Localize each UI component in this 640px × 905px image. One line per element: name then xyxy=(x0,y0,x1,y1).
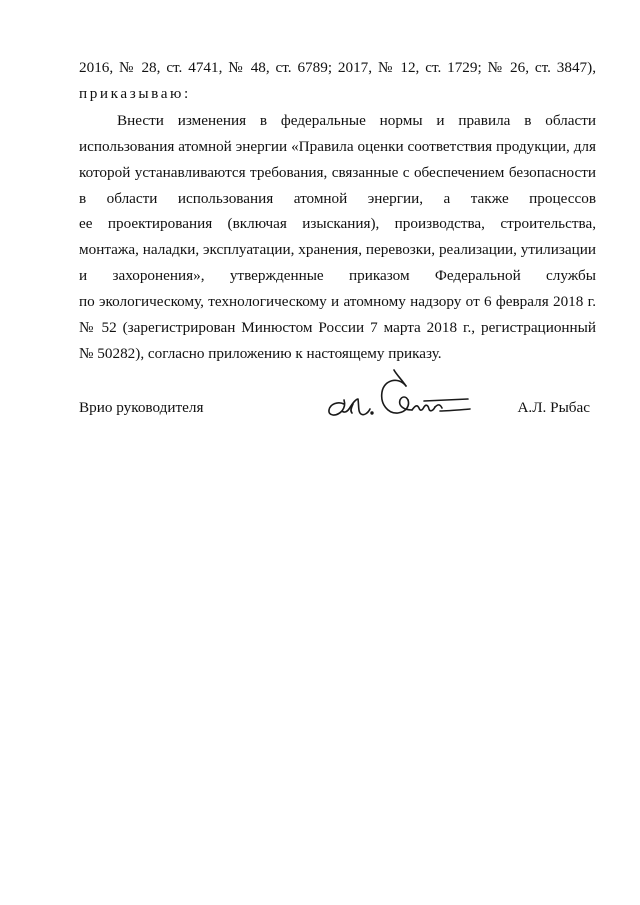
text-line-10: по экологическому, технологическому и атомному надзору от 6 февраля 2018 г. xyxy=(79,293,596,310)
text-line-5: которой устанавливаются требования, связанные с обеспечением безопасности xyxy=(79,164,596,181)
text-line-11: № 52 (зарегистрирован Минюстом России 7 марта 2018 г., регистрационный xyxy=(79,319,596,336)
text-line-12: № 50282), согласно приложению к настоящему приказу. xyxy=(79,345,442,362)
text-line-7: ее проектирования (включая изыскания), производства, строительства, xyxy=(79,215,596,232)
text-line-8: монтажа, наладки, эксплуатации, хранения, перевозки, реализации, утилизации xyxy=(79,241,596,258)
text-line-9: и захоронения», утвержденные приказом Федеральной службы xyxy=(79,267,596,284)
text-line-1: 2016, № 28, ст. 4741, № 48, ст. 6789; 2017, № 12, ст. 1729; № 26, ст. 3847), xyxy=(79,59,596,76)
text-line-3: Внести изменения в федеральные нормы и правила в области xyxy=(117,112,596,129)
text-line-4: использования атомной энергии «Правила оценки соответствия продукции, для xyxy=(79,138,596,155)
text-line-order-word: приказываю: xyxy=(79,85,191,102)
text-line-6: в области использования атомной энергии, а также процессов xyxy=(79,190,596,207)
signatory-name: А.Л. Рыбас xyxy=(517,399,590,416)
signatory-role: Врио руководителя xyxy=(79,399,204,416)
signature-block xyxy=(79,398,596,422)
